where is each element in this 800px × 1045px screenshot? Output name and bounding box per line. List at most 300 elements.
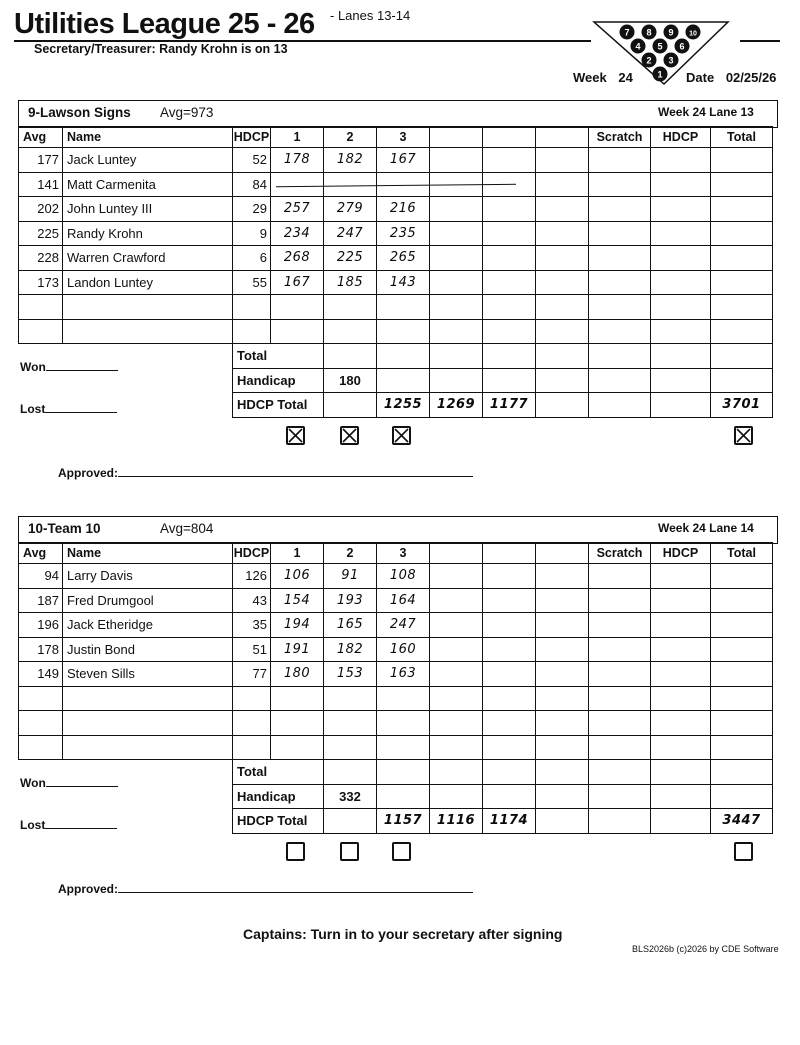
team-week-lane: Week 24 Lane 14: [658, 521, 754, 535]
player-name: Jack Luntey: [63, 148, 233, 173]
game-2-score[interactable]: 225: [324, 246, 377, 271]
summary-row: [19, 393, 773, 418]
summary-cell[interactable]: [430, 784, 483, 809]
col-game1-header: 1: [271, 543, 324, 564]
summary-cell[interactable]: [589, 760, 651, 785]
game-2-score[interactable]: [324, 172, 377, 197]
game-3-score[interactable]: [377, 735, 430, 760]
summary-cell[interactable]: [377, 784, 430, 809]
won-text: Won: [20, 360, 46, 374]
game-1-score[interactable]: 268: [271, 246, 324, 271]
check-mark-icon: [394, 428, 409, 443]
player-handicap: [233, 735, 271, 760]
game-2-score[interactable]: 185: [324, 270, 377, 295]
player-average: 141: [19, 172, 63, 197]
summary-cell[interactable]: [430, 344, 483, 369]
player-handicap: [233, 319, 271, 344]
game-1-score[interactable]: 194: [271, 613, 324, 638]
game-3-score[interactable]: 160: [377, 637, 430, 662]
col-hdcp-total-header: HDCP: [651, 127, 711, 148]
game-2-score[interactable]: [324, 735, 377, 760]
col-game2-header: 2: [324, 543, 377, 564]
empty-cell[interactable]: [651, 221, 711, 246]
empty-cell[interactable]: [589, 270, 651, 295]
game-3-score[interactable]: 163: [377, 662, 430, 687]
empty-cell[interactable]: [430, 662, 483, 687]
col-blank-header: [536, 543, 589, 564]
summary-value: [324, 344, 377, 369]
hdcp-total-game[interactable]: 1177: [483, 393, 536, 418]
player-handicap: 52: [233, 148, 271, 173]
empty-cell[interactable]: [483, 564, 536, 589]
empty-cell[interactable]: [651, 270, 711, 295]
player-name: Matt Carmenita: [63, 172, 233, 197]
empty-cell[interactable]: [483, 662, 536, 687]
empty-cell[interactable]: [711, 172, 773, 197]
game-2-score[interactable]: [324, 319, 377, 344]
empty-cell[interactable]: [651, 588, 711, 613]
player-row: [19, 221, 773, 246]
summary-cell[interactable]: [589, 809, 651, 834]
empty-cell[interactable]: [483, 686, 536, 711]
summary-label: Handicap: [233, 784, 324, 809]
game-3-score[interactable]: [377, 686, 430, 711]
empty-cell[interactable]: [430, 711, 483, 736]
col-game1-header: 1: [271, 127, 324, 148]
empty-cell[interactable]: [536, 172, 589, 197]
game-2-score[interactable]: 182: [324, 637, 377, 662]
score-table: [18, 542, 773, 834]
column-header-row: [19, 543, 773, 564]
player-handicap: 9: [233, 221, 271, 246]
lost-text: Lost: [20, 402, 46, 416]
game-1-score[interactable]: 180: [271, 662, 324, 687]
player-row: [19, 735, 773, 760]
game-2-score[interactable]: 165: [324, 613, 377, 638]
game-1-score[interactable]: 191: [271, 637, 324, 662]
player-handicap: 35: [233, 613, 271, 638]
empty-cell[interactable]: [711, 564, 773, 589]
empty-cell[interactable]: [536, 637, 589, 662]
summary-row: [19, 344, 773, 369]
game-3-score[interactable]: 143: [377, 270, 430, 295]
col-blank-header: [430, 543, 483, 564]
approved-signature-input[interactable]: [118, 466, 473, 477]
empty-cell[interactable]: [711, 637, 773, 662]
col-avg-header: Avg: [19, 543, 63, 564]
game-1-score[interactable]: 167: [271, 270, 324, 295]
game-1-score[interactable]: 178: [271, 148, 324, 173]
player-name: [63, 295, 233, 320]
player-average: [19, 295, 63, 320]
lost-input[interactable]: [45, 818, 117, 829]
col-game2-header: 2: [324, 127, 377, 148]
player-name: John Luntey III: [63, 197, 233, 222]
col-scratch-header: Scratch: [589, 127, 651, 148]
game-1-score[interactable]: [271, 711, 324, 736]
player-handicap: 126: [233, 564, 271, 589]
summary-label: HDCP Total: [233, 393, 324, 418]
player-row: [19, 148, 773, 173]
column-header-row: [19, 127, 773, 148]
empty-cell[interactable]: [651, 319, 711, 344]
empty-cell[interactable]: [711, 197, 773, 222]
hdcp-total-game[interactable]: 1116: [430, 809, 483, 834]
player-average: 149: [19, 662, 63, 687]
empty-cell[interactable]: [536, 295, 589, 320]
player-name: Warren Crawford: [63, 246, 233, 271]
empty-cell[interactable]: [483, 735, 536, 760]
summary-cell[interactable]: [651, 784, 711, 809]
player-handicap: [233, 711, 271, 736]
empty-cell[interactable]: [536, 319, 589, 344]
summary-cell[interactable]: [711, 784, 773, 809]
summary-cell[interactable]: [651, 344, 711, 369]
won-label: [20, 360, 118, 374]
empty-cell[interactable]: [536, 246, 589, 271]
date-header: [686, 70, 776, 85]
date-label: Date: [686, 70, 715, 85]
summary-cell[interactable]: [377, 368, 430, 393]
col-blank-header: [483, 543, 536, 564]
game-2-score[interactable]: 91: [324, 564, 377, 589]
player-row: [19, 637, 773, 662]
empty-cell[interactable]: [483, 270, 536, 295]
summary-cell[interactable]: [483, 784, 536, 809]
player-average: 177: [19, 148, 63, 173]
empty-cell[interactable]: [430, 221, 483, 246]
empty-cell[interactable]: [589, 735, 651, 760]
player-name: [63, 735, 233, 760]
summary-cell[interactable]: [536, 760, 589, 785]
lanes-label: - Lanes 13-14: [330, 8, 411, 23]
empty-cell[interactable]: [536, 197, 589, 222]
empty-cell[interactable]: [651, 711, 711, 736]
player-name: [63, 686, 233, 711]
summary-cell[interactable]: [589, 344, 651, 369]
empty-cell[interactable]: [589, 662, 651, 687]
pin-number: 2: [646, 55, 652, 66]
empty-cell[interactable]: [651, 613, 711, 638]
empty-cell[interactable]: [589, 637, 651, 662]
empty-cell[interactable]: [483, 221, 536, 246]
empty-cell[interactable]: [430, 148, 483, 173]
empty-cell[interactable]: [430, 613, 483, 638]
team-average: Avg=973: [160, 105, 214, 120]
game-2-score[interactable]: 153: [324, 662, 377, 687]
pin-number: 6: [679, 41, 685, 52]
empty-cell[interactable]: [483, 197, 536, 222]
player-handicap: [233, 295, 271, 320]
summary-cell[interactable]: [483, 344, 536, 369]
game-1-score[interactable]: 234: [271, 221, 324, 246]
empty-cell[interactable]: [589, 686, 651, 711]
player-average: 225: [19, 221, 63, 246]
summary-cell[interactable]: [711, 368, 773, 393]
col-game3-header: 3: [377, 127, 430, 148]
player-handicap: 6: [233, 246, 271, 271]
lost-input[interactable]: [45, 402, 117, 413]
week-label: Week: [573, 70, 607, 85]
summary-cell[interactable]: [536, 344, 589, 369]
empty-cell[interactable]: [536, 221, 589, 246]
player-name: [63, 319, 233, 344]
game-1-score[interactable]: 106: [271, 564, 324, 589]
empty-cell[interactable]: [589, 246, 651, 271]
summary-cell[interactable]: [536, 393, 589, 418]
player-name: Jack Etheridge: [63, 613, 233, 638]
player-row: [19, 246, 773, 271]
empty-cell[interactable]: [536, 270, 589, 295]
won-label: [20, 776, 118, 790]
player-handicap: 43: [233, 588, 271, 613]
summary-cell[interactable]: [711, 760, 773, 785]
game-2-checkbox[interactable]: [340, 842, 359, 861]
empty-cell[interactable]: [589, 319, 651, 344]
summary-cell[interactable]: [536, 368, 589, 393]
empty-cell[interactable]: [483, 588, 536, 613]
empty-cell[interactable]: [589, 711, 651, 736]
league-title: Utilities League 25 - 26: [14, 8, 315, 40]
empty-cell[interactable]: [711, 221, 773, 246]
game-2-score[interactable]: 193: [324, 588, 377, 613]
empty-cell[interactable]: [483, 246, 536, 271]
empty-cell[interactable]: [711, 735, 773, 760]
player-average: 202: [19, 197, 63, 222]
game-3-score[interactable]: [377, 295, 430, 320]
empty-cell[interactable]: [483, 637, 536, 662]
empty-cell[interactable]: [483, 711, 536, 736]
empty-cell[interactable]: [651, 735, 711, 760]
summary-cell[interactable]: [483, 760, 536, 785]
game-2-score[interactable]: [324, 711, 377, 736]
col-hdcp-total-header: HDCP: [651, 543, 711, 564]
empty-cell[interactable]: [711, 613, 773, 638]
team-name: 9-Lawson Signs: [28, 105, 131, 120]
game-1-checkbox[interactable]: [286, 842, 305, 861]
empty-cell[interactable]: [651, 246, 711, 271]
empty-cell[interactable]: [430, 735, 483, 760]
col-total-header: Total: [711, 127, 773, 148]
summary-cell[interactable]: [589, 393, 651, 418]
game-3-score[interactable]: 167: [377, 148, 430, 173]
game-total-checkbox[interactable]: [734, 426, 753, 445]
secretary-line: Secretary/Treasurer: Randy Krohn is on 13: [34, 42, 288, 56]
hdcp-total-game[interactable]: 1174: [483, 809, 536, 834]
game-1-score[interactable]: [271, 686, 324, 711]
approved-text: Approved:: [58, 466, 118, 480]
game-3-score[interactable]: [377, 711, 430, 736]
col-game3-header: 3: [377, 543, 430, 564]
pin-number: 1: [657, 69, 663, 80]
game-total-checkbox[interactable]: [734, 842, 753, 861]
empty-cell[interactable]: [711, 686, 773, 711]
approved-text: Approved:: [58, 882, 118, 896]
empty-cell[interactable]: [711, 588, 773, 613]
empty-cell[interactable]: [483, 319, 536, 344]
player-handicap: [233, 686, 271, 711]
won-input[interactable]: [46, 776, 118, 787]
empty-cell[interactable]: [536, 686, 589, 711]
empty-cell[interactable]: [483, 148, 536, 173]
player-row: [19, 588, 773, 613]
summary-cell[interactable]: [377, 760, 430, 785]
summary-row: [19, 368, 773, 393]
summary-cell[interactable]: [536, 784, 589, 809]
game-1-checkbox[interactable]: [286, 426, 305, 445]
empty-cell[interactable]: [430, 270, 483, 295]
date-value: 02/25/26: [725, 70, 777, 85]
summary-cell[interactable]: [377, 344, 430, 369]
empty-cell[interactable]: [589, 197, 651, 222]
empty-cell[interactable]: [711, 148, 773, 173]
team-name: 10-Team 10: [28, 521, 101, 536]
empty-cell[interactable]: [651, 172, 711, 197]
empty-cell[interactable]: [536, 588, 589, 613]
hdcp-total-game[interactable]: 1269: [430, 393, 483, 418]
empty-cell[interactable]: [430, 246, 483, 271]
game-3-score[interactable]: 108: [377, 564, 430, 589]
game-1-score[interactable]: [271, 295, 324, 320]
summary-cell[interactable]: [651, 809, 711, 834]
game-2-checkbox[interactable]: [340, 426, 359, 445]
empty-cell[interactable]: [483, 295, 536, 320]
empty-cell[interactable]: [589, 172, 651, 197]
empty-cell[interactable]: [536, 564, 589, 589]
won-text: Won: [20, 776, 46, 790]
empty-cell[interactable]: [536, 613, 589, 638]
approved-line: [58, 882, 473, 896]
empty-cell[interactable]: [430, 197, 483, 222]
col-blank-header: [483, 127, 536, 148]
empty-cell[interactable]: [536, 711, 589, 736]
hdcp-total-game[interactable]: 1255: [377, 393, 430, 418]
col-blank-header: [430, 127, 483, 148]
summary-cell[interactable]: [589, 368, 651, 393]
empty-cell[interactable]: [589, 564, 651, 589]
empty-cell[interactable]: [711, 711, 773, 736]
summary-cell[interactable]: [651, 368, 711, 393]
game-3-score[interactable]: 235: [377, 221, 430, 246]
summary-cell[interactable]: [430, 760, 483, 785]
empty-cell[interactable]: [711, 246, 773, 271]
summary-cell[interactable]: [589, 784, 651, 809]
col-name-header: Name: [63, 543, 233, 564]
won-input[interactable]: [46, 360, 118, 371]
game-3-checkbox[interactable]: [392, 426, 411, 445]
empty-cell[interactable]: [651, 197, 711, 222]
approved-line: [58, 466, 473, 480]
hdcp-grand-total[interactable]: 3701: [711, 393, 773, 418]
lost-label: [20, 402, 117, 416]
summary-cell[interactable]: [536, 809, 589, 834]
week-value: 24: [618, 70, 633, 85]
empty-cell[interactable]: [651, 564, 711, 589]
empty-cell[interactable]: [430, 637, 483, 662]
empty-cell[interactable]: [483, 613, 536, 638]
summary-label: Handicap: [233, 368, 324, 393]
summary-cell[interactable]: [483, 368, 536, 393]
player-row: [19, 613, 773, 638]
col-hdcp-header: HDCP: [233, 543, 271, 564]
game-2-score[interactable]: [324, 295, 377, 320]
player-handicap: 55: [233, 270, 271, 295]
hdcp-total-game[interactable]: 1157: [377, 809, 430, 834]
player-row: [19, 686, 773, 711]
empty-cell[interactable]: [651, 148, 711, 173]
game-1-score[interactable]: [271, 735, 324, 760]
empty-cell[interactable]: [536, 735, 589, 760]
game-1-score[interactable]: 154: [271, 588, 324, 613]
empty-cell[interactable]: [430, 564, 483, 589]
col-total-header: Total: [711, 543, 773, 564]
game-2-score[interactable]: 182: [324, 148, 377, 173]
player-handicap: 84: [233, 172, 271, 197]
game-2-score[interactable]: [324, 686, 377, 711]
game-3-checkbox[interactable]: [392, 842, 411, 861]
empty-cell[interactable]: [430, 686, 483, 711]
empty-cell[interactable]: [589, 148, 651, 173]
pin-number: 8: [646, 27, 652, 38]
empty-cell[interactable]: [651, 637, 711, 662]
empty-cell[interactable]: [651, 686, 711, 711]
summary-cell[interactable]: [430, 368, 483, 393]
col-scratch-header: Scratch: [589, 543, 651, 564]
empty-cell[interactable]: [589, 588, 651, 613]
summary-row: [19, 809, 773, 834]
game-3-score[interactable]: 164: [377, 588, 430, 613]
approved-signature-input[interactable]: [118, 882, 473, 893]
empty-cell[interactable]: [536, 148, 589, 173]
empty-cell[interactable]: [589, 221, 651, 246]
player-name: Larry Davis: [63, 564, 233, 589]
summary-cell[interactable]: [651, 393, 711, 418]
empty-cell[interactable]: [711, 295, 773, 320]
game-3-score[interactable]: 265: [377, 246, 430, 271]
pin-number: 10: [689, 30, 697, 38]
empty-cell[interactable]: [711, 662, 773, 687]
game-3-score[interactable]: [377, 319, 430, 344]
game-2-score[interactable]: 279: [324, 197, 377, 222]
game-1-score[interactable]: [271, 172, 324, 197]
empty-cell[interactable]: [711, 319, 773, 344]
hdcp-grand-total[interactable]: 3447: [711, 809, 773, 834]
empty-cell[interactable]: [651, 295, 711, 320]
check-mark-icon: [288, 428, 303, 443]
summary-label: Total: [233, 760, 324, 785]
empty-cell[interactable]: [651, 662, 711, 687]
game-2-score[interactable]: 247: [324, 221, 377, 246]
empty-cell[interactable]: [589, 295, 651, 320]
game-1-score[interactable]: [271, 319, 324, 344]
game-1-score[interactable]: 257: [271, 197, 324, 222]
empty-cell[interactable]: [711, 270, 773, 295]
game-3-score[interactable]: 216: [377, 197, 430, 222]
check-mark-icon: [736, 428, 751, 443]
empty-cell[interactable]: [430, 319, 483, 344]
empty-cell[interactable]: [536, 662, 589, 687]
summary-cell[interactable]: [711, 344, 773, 369]
summary-cell[interactable]: [651, 760, 711, 785]
empty-cell[interactable]: [589, 613, 651, 638]
player-average: 196: [19, 613, 63, 638]
captains-instruction: Captains: Turn in to your secretary after signing: [243, 926, 563, 942]
player-average: [19, 735, 63, 760]
team-average: Avg=804: [160, 521, 214, 536]
empty-cell[interactable]: [430, 588, 483, 613]
game-3-score[interactable]: 247: [377, 613, 430, 638]
empty-cell[interactable]: [430, 295, 483, 320]
